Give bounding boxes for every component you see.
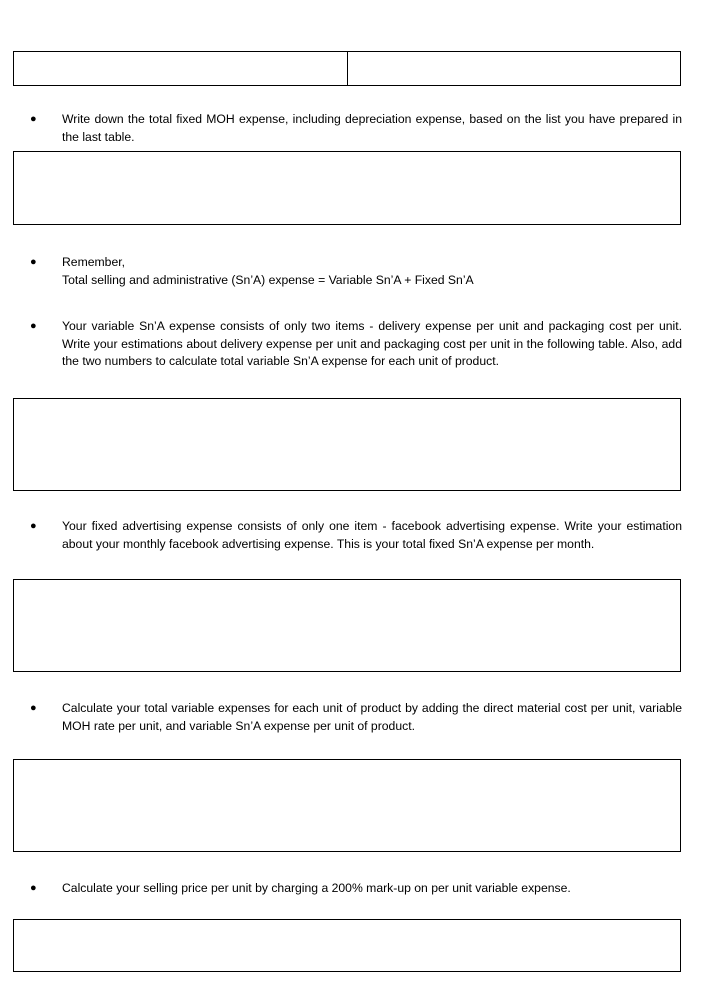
- instruction-text: Calculate your selling price per unit by charging a 200% mark-up on per unit variable expense.: [62, 881, 571, 895]
- bullet-icon: ●: [30, 256, 37, 268]
- formula-text: Total selling and administrative (Sn’A) expense = Variable Sn’A + Fixed Sn’A: [62, 272, 474, 287]
- bullet-icon: ●: [30, 113, 37, 125]
- instruction-text: Your variable Sn’A expense consists of only two items - delivery expense per unit and packaging cost per unit. Write your estimations about delivery expense per unit and packaging cost per unit in the following table. Also, add the two numbers to calculate total variable Sn’A expense for each unit of product.: [62, 319, 682, 369]
- remember-label: Remember,: [62, 255, 125, 269]
- instruction-text: Your fixed advertising expense consists of only one item - facebook advertising expense. Write your estimation about your monthly facebook advertising expense. This is your total fixed Sn’A expense per month.: [62, 519, 682, 551]
- answer-box-fixed-moh[interactable]: [13, 151, 681, 225]
- bullet-icon: ●: [30, 702, 37, 714]
- answer-box-variable-sna[interactable]: [13, 398, 681, 491]
- answer-box-fixed-advertising[interactable]: [13, 579, 681, 672]
- instruction-text: Write down the total fixed MOH expense, including depreciation expense, based on the list you have prepared in the last table.: [62, 112, 682, 144]
- answer-box-total-variable[interactable]: [13, 759, 681, 852]
- instruction-text: Calculate your total variable expenses for each unit of product by adding the direct material cost per unit, variable MOH rate per unit, and variable Sn’A expense per unit of product.: [62, 701, 682, 733]
- table-cell-left[interactable]: [14, 52, 348, 85]
- table-cell-right[interactable]: [348, 52, 680, 85]
- bullet-icon: ●: [30, 320, 37, 332]
- table-row: [13, 51, 681, 86]
- bullet-icon: ●: [30, 882, 37, 894]
- bullet-icon: ●: [30, 520, 37, 532]
- answer-box-selling-price[interactable]: [13, 919, 681, 972]
